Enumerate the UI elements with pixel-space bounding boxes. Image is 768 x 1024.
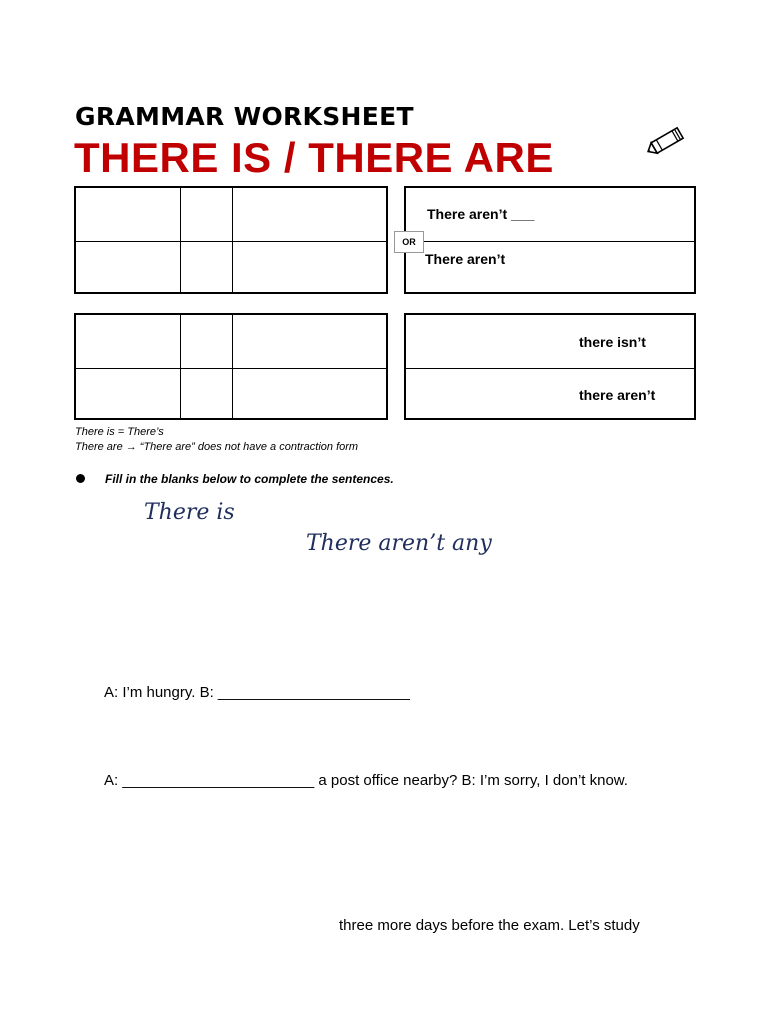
handwritten-answer-2: There aren’t any <box>306 531 492 556</box>
handwritten-answer-1: There is <box>144 500 235 525</box>
grid-col-divider <box>232 188 233 292</box>
exercise-instruction: Fill in the blanks below to complete the sentences. <box>105 472 394 486</box>
pencil-icon <box>644 120 692 160</box>
table-row-divider <box>406 241 694 242</box>
short-form-row-2: there aren’t <box>579 387 656 403</box>
worksheet-topic-title: THERE IS / THERE ARE <box>74 134 554 181</box>
grid-col-divider <box>180 188 181 292</box>
worksheet-heading: GRAMMAR WORKSHEET <box>75 102 414 131</box>
exercise-question-2: A: _______________________ a post office nearby? B: I’m sorry, I don’t know. <box>104 772 628 789</box>
exercise-question-3: three more days before the exam. Let’s study <box>339 917 640 934</box>
grid-row-divider <box>76 368 386 369</box>
short-form-row-1: there isn’t <box>579 334 646 350</box>
grid-table-bottom-left <box>74 313 388 420</box>
contraction-note-1: There is = There’s <box>75 426 164 438</box>
grid-col-divider <box>180 315 181 418</box>
or-badge: OR <box>394 231 424 253</box>
contraction-note-2: There are → “There are” does not have a contraction form <box>75 441 359 453</box>
grid-row-divider <box>76 241 386 242</box>
negative-form-row-1: There aren’t ___ <box>427 206 535 222</box>
negative-forms-table-bottom <box>404 313 696 420</box>
negative-forms-table-top <box>404 186 696 294</box>
table-row-divider <box>406 368 694 369</box>
grid-col-divider <box>232 315 233 418</box>
grid-table-top-left <box>74 186 388 294</box>
exercise-question-1: A: I’m hungry. B: _______________________ <box>104 684 410 701</box>
bullet-icon <box>76 474 85 483</box>
negative-form-row-2: There aren’t <box>425 251 506 267</box>
